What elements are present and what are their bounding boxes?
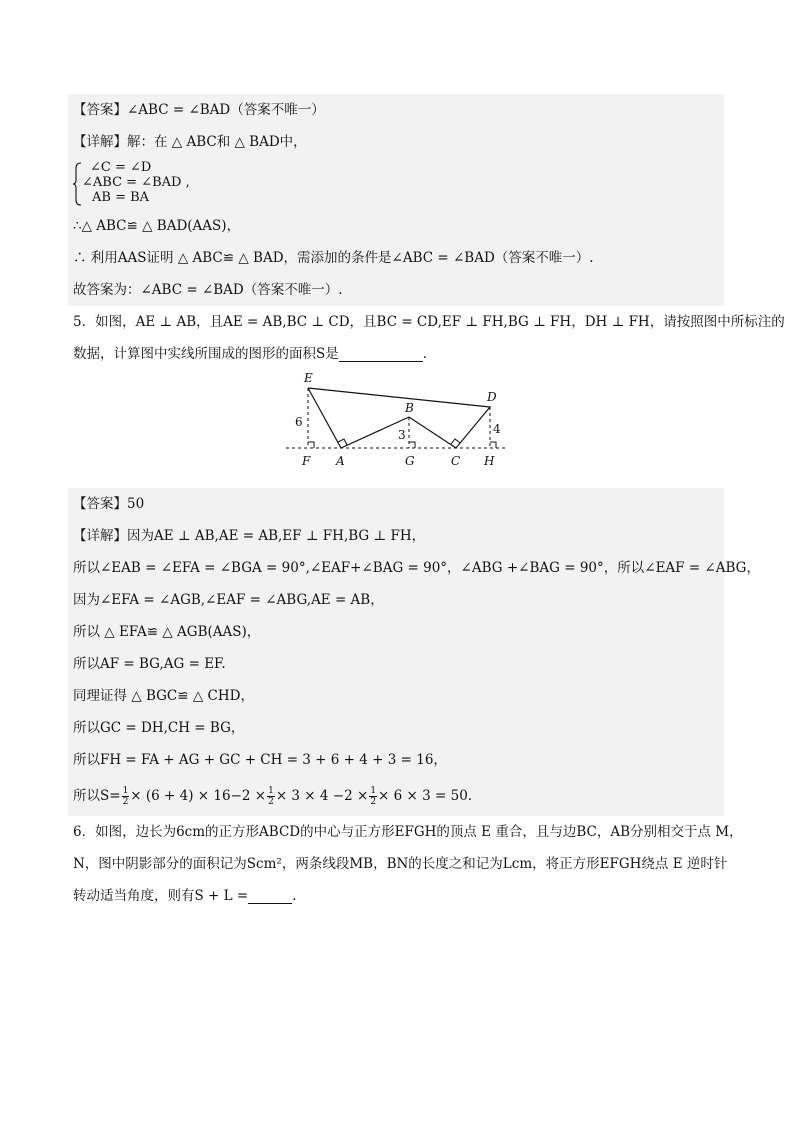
label-f: F [302, 454, 311, 468]
explanation-line: 所以 △ EFA≌ △ AGB(AAS)， [73, 624, 261, 640]
area-text: × 6 × 3 = 50. [378, 788, 473, 804]
question-5 [68, 306, 785, 370]
fraction-half [369, 786, 377, 807]
question-line: 6．如图，边长为6cm的正方形ABCD的中心与正方形EFGH的顶点 E 重合，且与边BC，AB分别相交于点 M， [73, 824, 743, 840]
answer-block-5 [68, 488, 760, 816]
right-angle-mark [308, 442, 314, 448]
length-dh: 4 [493, 422, 501, 436]
explanation-line: 【详解】因为AE ⊥ AB,AE = AB,EF ⊥ FH,BG ⊥ FH， [73, 528, 426, 544]
fraction-half [267, 786, 275, 807]
system-row: ∠C = ∠D [90, 160, 152, 175]
label-b: B [405, 401, 414, 415]
explanation-line: ∴ 利用AAS证明 △ ABC≌ △ BAD，需添加的条件是∠ABC = ∠BAD（答案不唯一）. [73, 250, 594, 266]
question-text: 转动适当角度，则有S + L = [73, 888, 249, 904]
explanation-line: 所以∠EAB = ∠EFA = ∠BGA = 90°,∠EAF+∠BAG = 90°，∠ABG +∠BAG = 90°，所以∠EAF = ∠ABG， [73, 560, 760, 576]
right-angle-mark [451, 439, 460, 444]
question-line: N，图中阴影部分的面积记为Scm²，两条线段MB，BN的长度之和记为Lcm，将正方形EFGH绕点 E 逆时针 [73, 856, 728, 872]
question-punct: ． [422, 346, 437, 362]
figure-q5 [68, 370, 724, 488]
label-d: D [487, 390, 497, 404]
area-text: 所以S= [73, 788, 121, 804]
answer-line: 【答案】∠ABC = ∠BAD（答案不唯一） [73, 102, 325, 118]
length-ef: 6 [295, 415, 303, 429]
explanation-line-area [68, 776, 724, 816]
equation-system [68, 158, 724, 210]
label-c: C [451, 454, 461, 468]
explanation-line: 同理证得 △ BGC≌ △ CHD， [73, 688, 254, 704]
question-6 [68, 816, 743, 912]
fraction-denominator: 2 [122, 797, 129, 807]
right-angle-mark [490, 442, 496, 448]
fraction-numerator: 1 [268, 786, 274, 796]
right-angle-mark [409, 442, 415, 448]
explanation-line: ∴△ ABC≌ △ BAD(AAS)， [73, 218, 241, 234]
label-e: E [304, 371, 313, 385]
label-g: G [405, 454, 415, 468]
fraction-denominator: 2 [370, 797, 377, 807]
area-text: × (6 + 4) × 16−2 × [130, 788, 267, 804]
explanation-line: 因为∠EFA = ∠AGB,∠EAF = ∠ABG,AE = AB， [73, 592, 384, 608]
answer-block-4 [68, 94, 724, 306]
label-a: A [336, 454, 345, 468]
fraction-half [122, 786, 130, 807]
question-punct: . [292, 888, 297, 904]
length-bg: 3 [398, 428, 406, 442]
geometry-figure [284, 370, 510, 486]
explanation-line: 所以AF = BG,AG = EF. [73, 656, 226, 672]
brace-icon [72, 162, 82, 206]
question-line: 5．如图，AE ⊥ AB，且AE = AB,BC ⊥ CD，且BC = CD,EF ⊥ FH,BG ⊥ FH，DH ⊥ FH，请按照图中所标注的 [73, 314, 785, 330]
explanation-line: 【详解】解：在 △ ABC和 △ BAD中， [73, 134, 307, 150]
system-row: ∠ABC = ∠BAD , [82, 175, 190, 190]
question-line [73, 338, 724, 370]
explanation-line: 所以GC = DH,CH = BG， [73, 720, 245, 736]
label-h: H [484, 454, 495, 468]
fraction-numerator: 1 [122, 786, 129, 796]
answer-blank[interactable] [248, 885, 292, 904]
system-row: AB = BA [92, 190, 150, 205]
question-text: 数据，计算图中实线所围成的图形的面积S是 [73, 346, 339, 362]
document-body [68, 94, 785, 912]
fraction-numerator: 1 [370, 786, 377, 796]
question-line [73, 880, 724, 912]
explanation-line: 故答案为：∠ABC = ∠BAD（答案不唯一）. [73, 282, 343, 298]
area-text: × 3 × 4 −2 × [275, 788, 369, 804]
fraction-denominator: 2 [268, 797, 274, 807]
answer-blank[interactable] [339, 343, 423, 362]
answer-line: 【答案】50 [73, 496, 145, 512]
explanation-line: 所以FH = FA + AG + GC + CH = 3 + 6 + 4 + 3 = 16， [73, 752, 447, 768]
